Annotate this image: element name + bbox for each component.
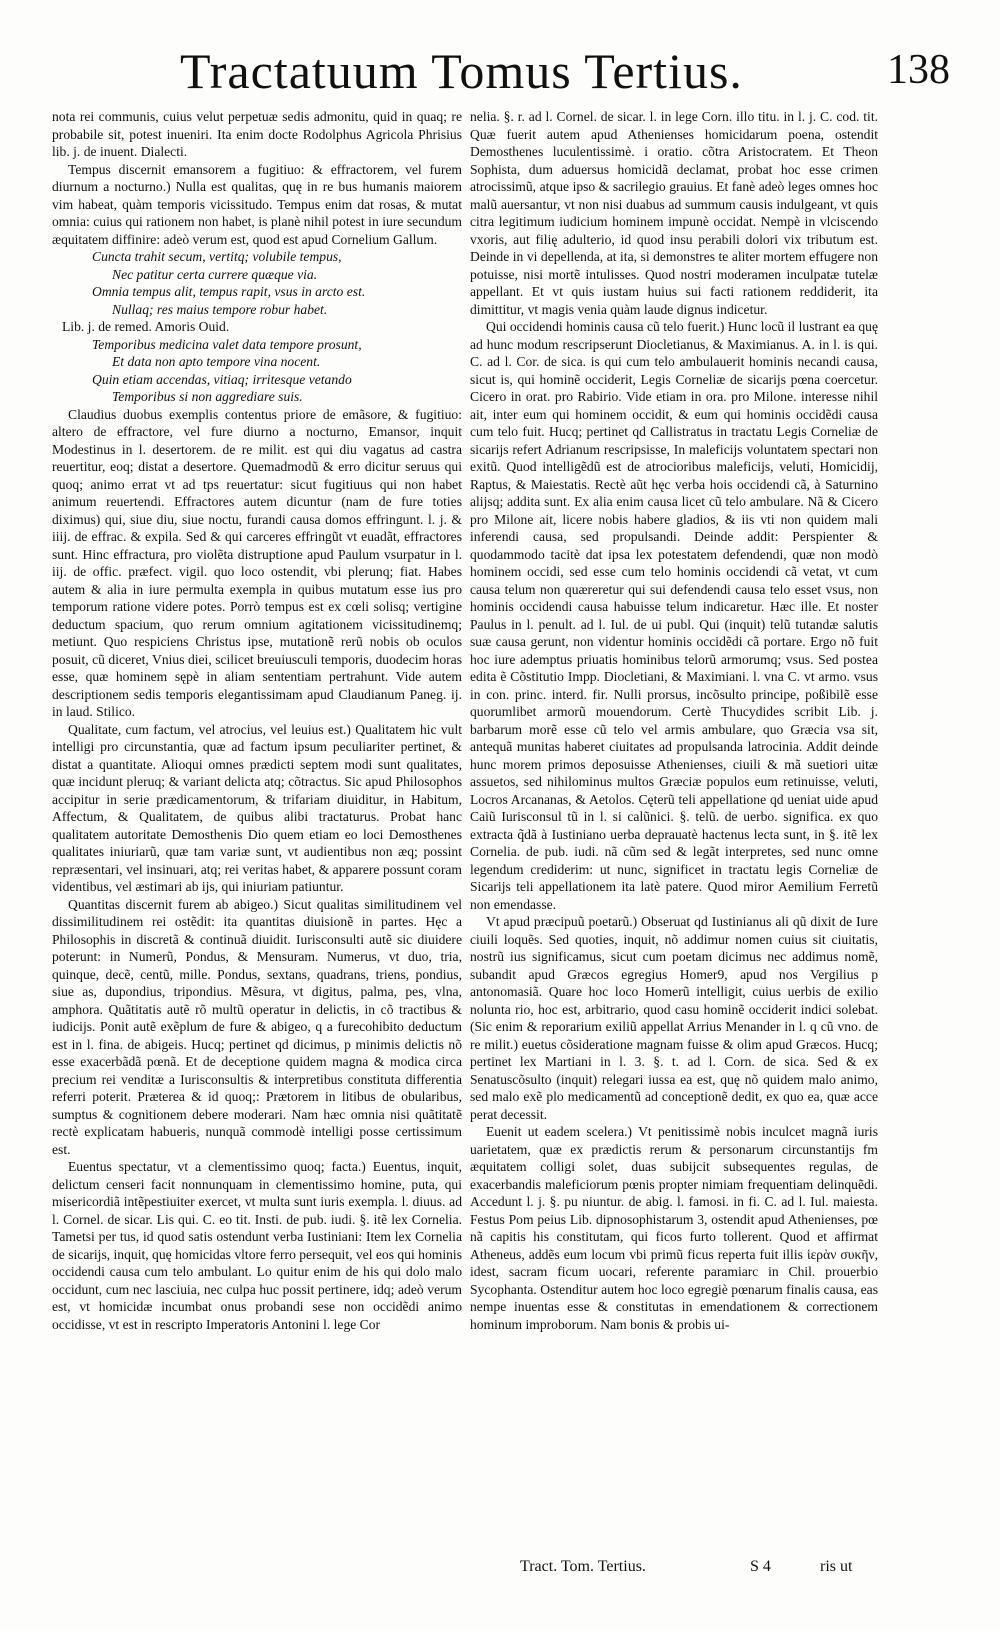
- paragraph: nota rei communis, cuius velut perpetuæ sedis admonitu, quid in quaq; re probabile sit, potest inueniri. Ita enim docte Rodolphus Agricola Phrisius lib. j. de inuent. Dialecti.: [52, 109, 462, 159]
- paragraph: Nullaq; res maius tempore robur habet.: [112, 301, 328, 317]
- page-number: 138: [887, 47, 950, 93]
- paragraph: Qui occidendi hominis causa cũ telo fuerit.) Hunc locũ il lustrant ea quę ad hunc modum rescripserunt Diocletianus, & Maximianus. A. in l. is qui. C. ad l. Cor. de sica. is qui cum telo ambulauerit hominis necandi causa, sicut is, qui hominẽ occiderit, Legis Corneliæ de sicarijs pœna coercetur. Cicero in orat. pro Rabirio. Vide etiam in ora. pro Milone. interesse nihil ait, inter eum qui hominem occidit, & eum qui hominis occidẽdi causa cum telo fuit. Hucq; pertinet qd Callistratus in tractatu Legis Corneliæ de sicarijs refert Adrianum rescripsisse, In maleficijs voluntatem spectari non exitũ. Quod intelligẽdũ est de atrocioribus maleficijs, veluti, Homicidij, Raptus, & Maiestatis. Rectè aũt hęc verba hois occidendi cã, à Saturnino alijsq; addita sunt. Ex alia enim causa licet cũ telo ambulare. Nã & Cicero pro Milone ait, licere nobis habere gladios, & iis vti non quidem mali inferendi causa, sed propulsandi. Deinde addit: Perspienter & quodammodo tacitè dat ipsa lex potestatem defendendi, quæ non modò hominem occidi, sed esse cum telo hominis occidendi cã vetat, vt cum causa telum non quæreretur qui sui defendendi causa telo esset vsus, non hominis occidendi causa habuisse telum indicaretur. Hæc ille. Et noster Paulus in l. penult. ad l. Iul. de ui publ. Qui (inquit) telũ tutandæ salutis suæ causa gerunt, non videntur hominis occidẽdi cã portare. Ergo nõ fuit hoc iure ademptus priuatis hominibus telorũ armorumq; vsus. Sed postea edita ẽ Cõstitutio Impp. Diocletiani, & Maximiani. l. vna C. vt armo. vsus in con. princ. interd. fir. Nulli prorsus, incõsulto principe, poßibilẽ esse quorumlibet armorũ mouendorum. Certè Thucydides scribit Lib. j. barbarum morẽ esse cũ telo vel armis ambulare, quo Græcia vsa sit, antequã munitas haberet ciuitates ad propulsanda latrocinia. Addit deinde hunc morem primos deposuisse Athenienses, ciuili & mã suetiori uitæ assuetos, sed nihilominus multos Græciæ populos eum retinuisse, veluti, Locros Arcananas, & Aetolos. Cęterũ teli appellatione qd ueniat uide apud Caiũ Iurisconsul tũ in l. si calũnici. §. telũ. de uerbo. significa. ex quo extracta q̃dã à Iustiniano uerba deprauatè hactenus lecta sunt, in §. itẽ lex Cornelia. de pub. iudi. nã cũm sed & legãt interpretes, sed nunc omne legendum crediderim: ut nunc, significet in tractatu legis Corneliæ de Sicarijs teli appellationem ita latè patere. Quod miror Aemilium Ferretũ non emendasse.: [470, 319, 878, 912]
- catchword: ris ut: [820, 1558, 853, 1575]
- paragraph: Lib. j. de remed. Amoris Ouid.: [62, 319, 230, 334]
- paragraph: Claudius duobus exemplis contentus priore de emãsore, & fugitiuo: altero de effractore, vel fure diurno a nocturno, Emansor, inquit Modestinus in l. desertorem. de re milit. est qui diu vagatus ad castra reuertitur, eoq; distat a desertore. Quemadmodũ & erro dicitur seruus qui quoq; animo errat vt ad tps reuertatur: sicut fugitiuus qui non habet animum reuertendi. Effractores autem dicuntur (nam de fure toties diximus) qui, siue diu, siue noctu, furandi causa domos effringunt. l. j. & iiij. de effrac. & expila. Sed & qui carceres effringũt vt euadãt, effractores sunt. Hinc effractura, pro violẽta distruptione apud Paulum vsurpatur in l. iij. de offic. præfect. vigil. quo loco ostendit, vbi plerunq; fiat. Habes autem & alia in iure permulta exempla in quibus mutatum esse ius pro temporum ratione videre potes. Porrò tempus est ex cœli solisq; vertigine deductum spacium, quo rerum omnium agitationem vicissitudinemq; metiunt. Quo respiciens Christus ipse, mutationẽ rerũ nobis ob oculos posuit, cũ diceret, Vnius diei, scilicet breuiusculi temporis, duodecim horas esse, quæ hominem sępè in aliam sententiam pertrahunt. Vide autem descriptionem sedis temporis elegantissimam apud Claudianum Paneg. ij. in laud. Stilico.: [52, 406, 462, 719]
- paragraph: Vt apud præcipuũ poetarũ.) Obseruat qd Iustinianus ali qũ dixit de Iure ciuili loquẽs. Sed quoties, inquit, nõ addimur nomen cuius sit ciuitatis, nostrũ ius significamus, sicut cum poetam dicimus nec addimus nomẽ, subandit apud Græcos egregius Homer9, apud nos Vergilius p antonomasiã. Quare hoc loco Homerũ intelligit, cuius uerbis de exilio nolunta rio, hoc est, arbitrario, quod casu hominẽ occiderit indici solebat. (Sic enim & reporarium exiliũ appellat Arrius Menander in l. q cũ vno. de re milit.) euetus cõsideratione magnam fuisse & olim apud Græcos. Hucq; pertinet lex Martiani in l. 3. §. t. ad l. Corn. de sica. Sed & ex Senatuscõsulto (inquit) relegari iussa ea est, quę nõ quidem malo animo, sed malo exẽ plo medicamentũ ad conceptionẽ dedit, ex quo ea, quæ acce perat decessit.: [470, 914, 878, 1122]
- paragraph: Et data non apto tempore vina nocent.: [112, 354, 321, 369]
- paragraph: Temporibus si non aggrediare suis.: [112, 389, 303, 404]
- paragraph: Nec patitur certa currere quæque via.: [112, 266, 318, 282]
- page-header: [150, 40, 950, 110]
- right-text-column: [470, 108, 878, 1333]
- paragraph: Qualitate, cum factum, vel atrocius, vel leuius est.) Qualitatem hic vult intelligi pro circunstantia, quæ ad factum ipsum peculiariter pertinet, & distat a quantitate. Alioqui omnes prædicti septem modi sunt qualitates, quæ incidunt pleruq; & variant delicta atq; cõtractus. Sic apud Philosophos accipitur in serie prædicamentorum, & trifariam diuiditur, in Habitum, Affectum, & Qualitatem, de quibus alibi tractaturus. Probat hanc qualitatem autoritate Demosthenis Dio quem etiam eo loci Demosthenes qualitates iniuriarũ, quæ tam variæ sunt, vt audientibus non æq; possint repræsentari, vel insinuari, atq; rei veritas habet, & apparere possunt coram videntibus, vel æstimari ab ijs, qui iniuriam patiuntur.: [52, 721, 462, 894]
- paragraph: Tempus discernit emansorem a fugitiuo: & effractorem, vel furem diurnum a nocturno.) Nulla est qualitas, quę in re bus humanis maiorem vim habeat, quàm temporis vicissitudo. Tempus enim dat rosas, & mutat omnia: cuius qui rationem non habet, is planè nihil potest in iure secundum æquitatem diffinire: adeò verum est, quod est apud Cornelium Gallum.: [52, 161, 462, 247]
- paragraph: nelia. §. r. ad l. Cornel. de sicar. l. in lege Corn. illo titu. in l. j. C. cod. tit. Quæ fuerit autem apud Athenienses homicidarum poena, ostendit Demosthenes luculentissimè. i oratio. cõtra Aristocratem. Et Theon Sophista, dum aduersus homicidã declamat, probat hoc esse crimen atrocissimũ, atque ipso & sacrilegio grauius. Et fanè adeò leges omnes hoc malũ auersantur, vt non nisi duabus ad summum causis indulgeant, vt quis citra legitimum iudicium hominem impunè occidat. Nempè in vlciscendo vxoris, aut filię adulterio, id quod insu perabili dolori vix tributum est. Deinde in vi depellenda, at ita, si demonstres te aliter mortem effugere non potuisse, nisi mortẽ intulisses. Quod nostri moderamen inculpatæ tutelæ appellant. Et vt quis iustam huius sui facti rationem reddiderit, ita dimittitur, vt magis venia quàm laude dignus indicetur.: [470, 109, 878, 317]
- paragraph: Quantitas discernit furem ab abigeo.) Sicut qualitas similitudinem vel dissimilitudinem rei ostẽdit: ita quantitas diuisionẽ in partes. Hęc a Philosophis in discretã & continuã diuidit. Iurisconsulti autẽ sic diuidere poterunt: in Numerũ, Pondus, & Mensuram. Numerus, vt duo, tria, quinque, decẽ, centũ, mille. Pondus, sextans, quadrans, triens, pondius, siue as, dupondius, tripondius. Mẽsura, vt digitus, palma, pes, vlna, amphora. Quãtitatis autẽ rõ multũ operatur in delictis, in cõ tractibus & iudicijs. Ponit autẽ exẽplum de fure & abigeo, q a furecohibito deductum est in l. fina. de abigeis. Hucq; pertinet qd dicimus, p minimis delictis nõ esse exacerbãdã pœnã. Et de deceptione quidem magna & modica circa precium rei venditæ a Iurisconsultis & interpretibus constituta differentia referri poterit. Præterea & id quoq;: Prætorem in litibus de obularibus, sumptus & cognitionem debere moderari. Nam hæc omnia nisi quãtitatẽ rectè explicatam habueris, nunquã commodè intelligi posse certissimum est.: [52, 896, 462, 1157]
- paragraph: Temporibus medicina valet data tempore prosunt,: [92, 336, 362, 352]
- left-text-column: [52, 108, 462, 1333]
- paragraph: Cuncta trahit secum, vertitq; volubile tempus,: [92, 249, 342, 264]
- signature-mark: S 4: [750, 1558, 771, 1575]
- paragraph: Quin etiam accendas, vitiaq; irritesque vetando: [92, 371, 352, 387]
- running-title: Tractatuum Tomus Tertius.: [180, 43, 743, 99]
- paragraph: Omnia tempus alit, tempus rapit, vsus in arcto est.: [92, 284, 366, 299]
- footer-catch-title: Tract. Tom. Tertius.: [520, 1558, 646, 1575]
- paragraph: Euenit ut eadem scelera.) Vt penitissimè nobis inculcet magnã iuris uarietatem, quæ ex prædictis rerum & personarum circunstantijs fm æquitatem colligi solet, duas subijcit subsequentes regulas, de exacerbandis maleficiorum pœnis propter nimiam frequentiam delinquẽdi. Accedunt l. j. §. pu niuntur. de abig. l. famosi. in fi. C. ad l. Iul. maiesta. Festus Pom peius Lib. dipnosophistarum 3, ostendit apud Athenienses, pœ nã capitis his constitutam, qui ficos furto tollerent. Quod et affirmat Atheneus, addẽs eum locum vbi primũ ficus reperta fuit illis ἱερὰν συκῆν, idest, sacram ficum uocari, referente paramiarc in Chil. prouerbio Sycophanta. Ostenditur autem hoc loco egregiè pœnarum finalis causa, eas nempe inuentas esse & constitutas in emendationem & correctionem hominum improborum. Nam bonis & probis ui-: [470, 1124, 878, 1332]
- paragraph: Euentus spectatur, vt a clementissimo quoq; facta.) Euentus, inquit, delictum censeri facit nonnunquam in clementissimo homine, puta, qui misericordiã intẽpestiuiter exercet, vt multa sunt iuris exempla. l. diuus. ad l. Cornel. de sicar. Lis qui. C. eo tit. Insti. de pub. iudi. §. itẽ lex Cornelia. Tametsi per tus, id quod satis ostendunt verba Iustiniani: Item lex Cornelia de sicarijs, inquit, quę homicidas vltore ferro persequit, vel eos qui hominis occidendi causa cum telo ambulant. Lo quitur enim de his qui dolo malo occidunt, cum nec lasciuia, nec culpa huc possit pertinere, idq; adeò verum est, vt homicidæ incumbat onus probandi sese non occidẽdi animo occidisse, vt est in rescripto Imperatoris Antonini l. lege Cor: [52, 1159, 462, 1332]
